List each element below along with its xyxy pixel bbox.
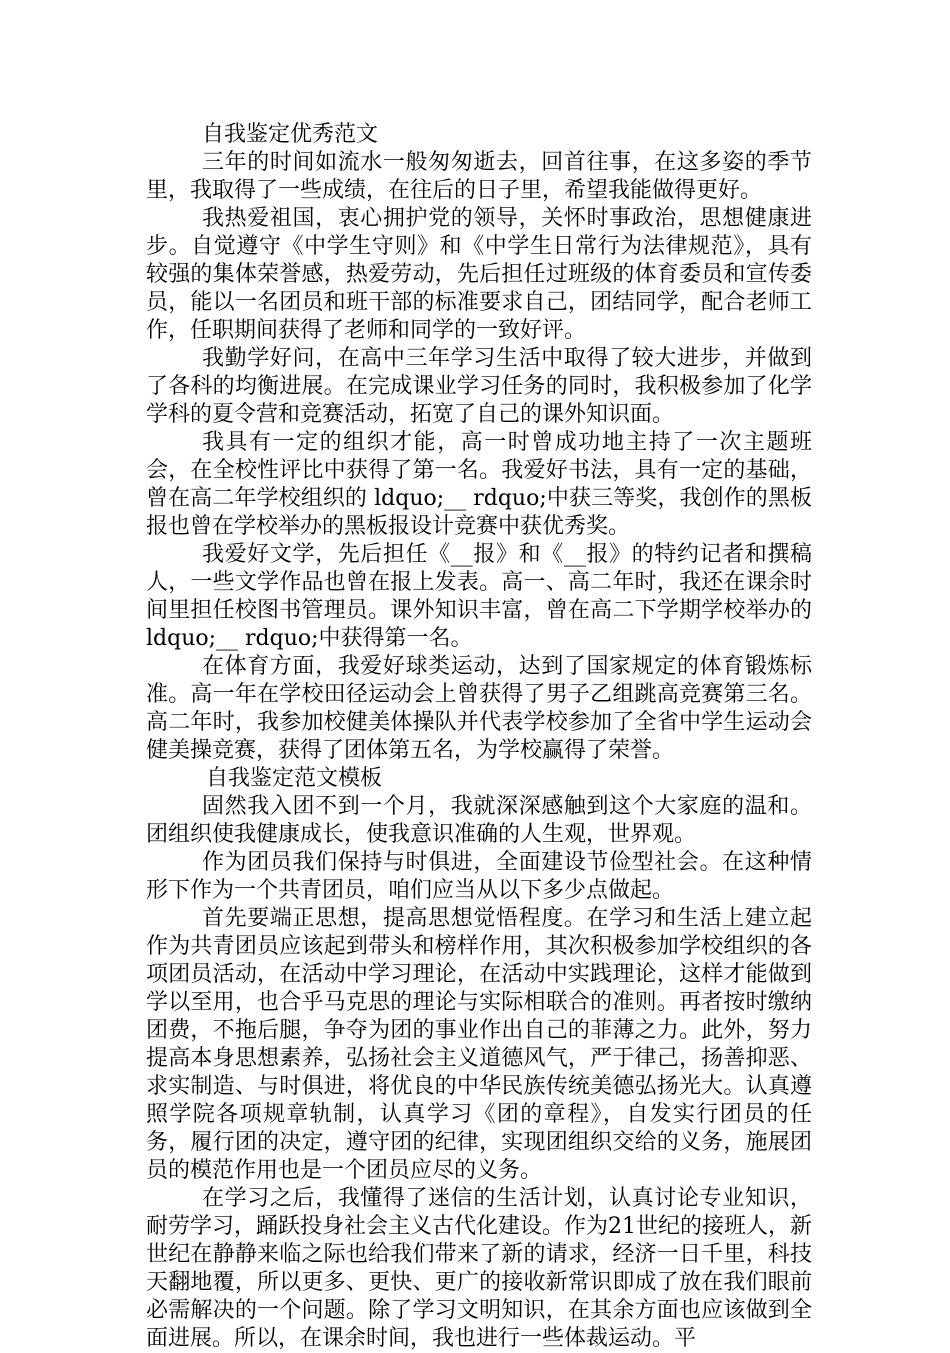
paragraph: 我具有一定的组织才能，高一时曾成功地主持了一次主题班会，在全校性评比中获得了第一名。我爱好书法，具有一定的基础，曾在高二年学校组织的 ldquo;__ rdquo;中获三等奖，我创作的黑板报也曾在学校举办的黑板报设计竞赛中获优秀奖。 — [146, 430, 812, 539]
section-title-template: 自我鉴定范文模板 — [206, 766, 383, 791]
paragraph: 首先要端正思想，提高思想觉悟程度。在学习和生活上建立起作为共青团员应该起到带头和榜样作用，其次积极参加学校组织的各项团员活动，在活动中学习理论，在活动中实践理论，这样才能做到学以至用，也合乎马克思的理论与实际相联合的准则。再者按时缴纳团费，不拖后腿，争夺为团的事业作出自己的菲薄之力。此外，努力提高本身思想素养，弘扬社会主义道德风气，严于律己，扬善抑恶、求实制造、与时俱进，将优良的中华民族传统美德弘扬光大。认真遵照学院各项规章轨制，认真学习《团的章程》，自发实行团员的任务，履行团的决定，遵守团的纪律，实现团组织交给的义务，施展团员的模范作用也是一个团员应尽的义务。 — [146, 906, 812, 1183]
section-title-excellent-sample: 自我鉴定优秀范文 — [202, 122, 379, 147]
paragraph: 作为团员我们保持与时俱进，全面建设节俭型社会。在这种情形下作为一个共青团员，咱们应当从以下多少点做起。 — [146, 850, 812, 903]
paragraph: 我热爱祖国，衷心拥护党的领导，关怀时事政治，思想健康进步。自觉遵守《中学生守则》和《中学生日常行为法律规范》，具有较强的集体荣誉感，热爱劳动，先后担任过班级的体育委员和宣传委员，能以一名团员和班干部的标准要求自己，团结同学，配合老师工作，任职期间获得了老师和同学的一致好评。 — [146, 206, 812, 343]
paragraph: 我爱好文学，先后担任《__报》和《__报》的特约记者和撰稿人，一些文学作品也曾在报上发表。高一、高二年时，我还在课余时间里担任校图书管理员。课外知识丰富，曾在高二下学期学校举办的 ldquo;__ rdquo;中获得第一名。 — [146, 542, 812, 651]
paragraph: 固然我入团不到一个月，我就深深感触到这个大家庭的温和。团组织使我健康成长，使我意识准确的人生观，世界观。 — [146, 794, 812, 847]
paragraph: 在学习之后，我懂得了迷信的生活计划，认真讨论专业知识，耐劳学习，踊跃投身社会主义古代化建设。作为21世纪的接班人，新世纪在静静来临之际也给我们带来了新的请求，经济一日千里，科技天翻地覆，所以更多、更快、更广的接收新常识即成了放在我们眼前必需解决的一个问题。除了学习文明知识，在其余方面也应该做到全面进展。所以，在课余时间，我也进行一些体裁运动。平 — [146, 1186, 812, 1351]
paragraph: 三年的时间如流水一般匆匆逝去，回首往事，在这多姿的季节里，我取得了一些成绩，在往后的日子里，希望我能做得更好。 — [146, 150, 812, 203]
document-body — [146, 121, 812, 1353]
paragraph: 我勤学好问，在高中三年学习生活中取得了较大进步，并做到了各科的均衡进展。在完成课业学习任务的同时，我积极参加了化学学科的夏令营和竞赛活动，拓宽了自己的课外知识面。 — [146, 346, 812, 427]
paragraph: 在体育方面，我爱好球类运动，达到了国家规定的体育锻炼标准。高一年在学校田径运动会上曾获得了男子乙组跳高竞赛第三名。高二年时，我参加校健美体操队并代表学校参加了全省中学生运动会健美操竞赛，获得了团体第五名，为学校赢得了荣誉。 — [146, 654, 812, 763]
